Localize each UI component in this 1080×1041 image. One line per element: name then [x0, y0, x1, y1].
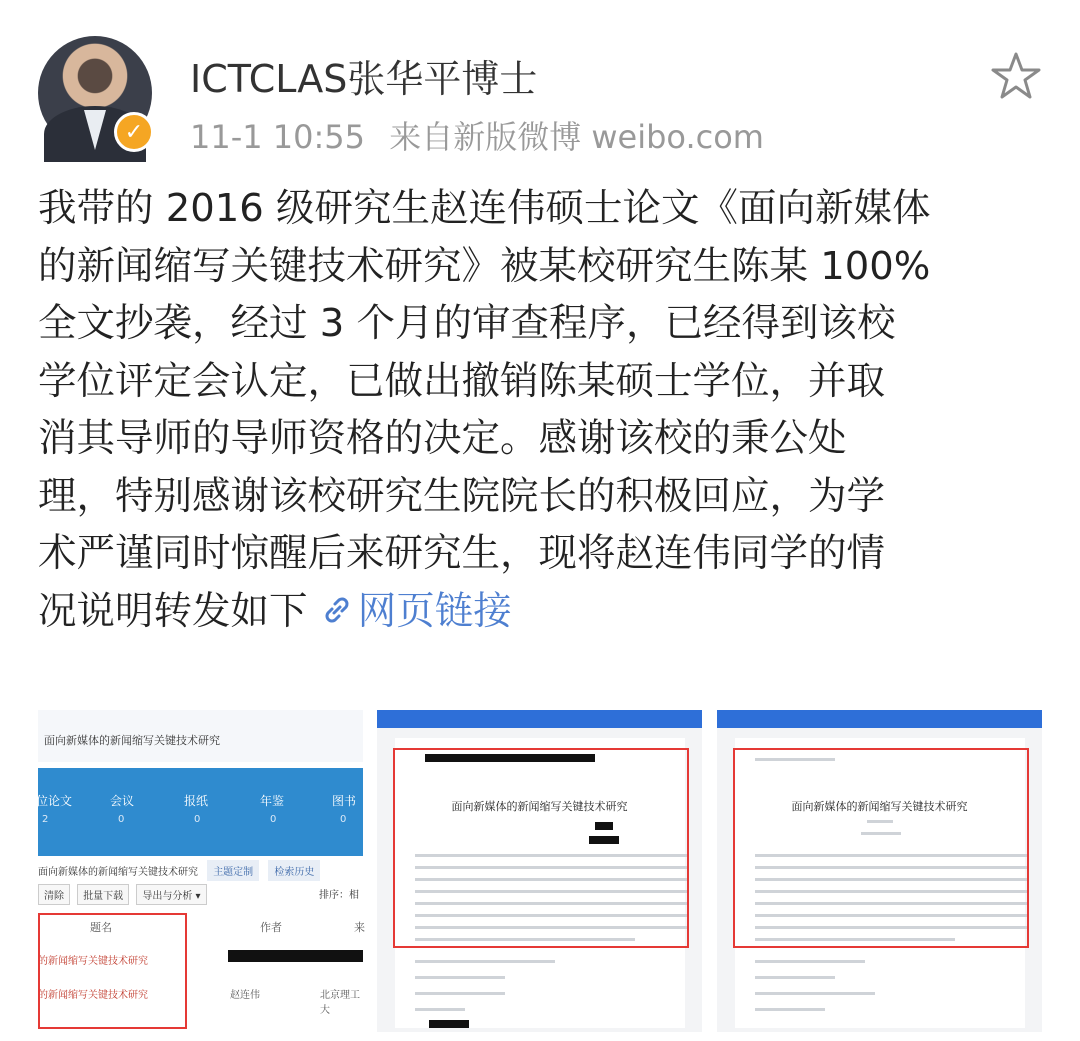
thumb1-batch-download: 批量下载: [77, 884, 129, 905]
thumb3-paper-title: 面向新媒体的新闻缩写关键技术研究: [791, 800, 968, 813]
thumb1-subscribe: 主题定制: [207, 860, 259, 881]
thumb2-redacted-affiliation: [589, 836, 619, 844]
thumb3-meta-line: [755, 960, 865, 963]
thumb3-abstract-line: [755, 878, 1027, 881]
thumb1-col-author: 作者: [260, 921, 282, 934]
thumb1-export: 导出与分析 ▾: [136, 884, 206, 905]
thumb2-redacted-footer: [429, 1020, 469, 1028]
thumb1-highlight-box: [38, 913, 187, 1029]
web-link-label: 网页链接: [357, 588, 512, 634]
thumb3-abstract-line: [755, 890, 1027, 893]
thumb3-author-line: [867, 820, 893, 823]
thumb1-window-title: 面向新媒体的新闻缩写关键技术研究: [38, 710, 363, 762]
thumb2-top-bar: [377, 710, 702, 728]
thumb1-sort: 排序：相: [319, 890, 359, 901]
thumb1-row-author: 赵连伟: [230, 990, 260, 1001]
thumb3-abstract-line: [755, 914, 1027, 917]
favorite-star-icon[interactable]: [988, 48, 1044, 104]
thumb3-meta-line: [755, 1008, 825, 1011]
thumb1-tab-count: 2: [42, 814, 49, 825]
thumb2-redacted-name: [595, 822, 613, 830]
post-line: 的新闻缩写关键技术研究》被某校研究生陈某 100%: [38, 243, 931, 289]
thumb1-tab: 图书: [332, 794, 357, 808]
post-meta: [190, 112, 764, 158]
thumb2-meta-line: [415, 992, 505, 995]
thumb2-meta-line: [415, 960, 555, 963]
thumb1-tab: 报纸: [184, 794, 209, 808]
thumb3-meta-line: [755, 976, 835, 979]
thumb1-redacted-author: [228, 950, 363, 962]
thumb2-meta-line: [415, 976, 505, 979]
thumb3-abstract-line: [755, 926, 1027, 929]
thumb1-toolbar: [38, 884, 363, 905]
thumb3-top-bar: [717, 710, 1042, 728]
thumb3-abstract-line: [755, 854, 1027, 857]
thumb2-abstract-line: [415, 854, 687, 857]
post-line: 消其导师的导师资格的决定。感谢该校的秉公处: [38, 416, 847, 461]
image-thumbnail-2[interactable]: [377, 710, 702, 1032]
post-last-line: [38, 583, 1048, 641]
thumb1-clear: 清除: [38, 884, 70, 905]
post-source: 来自新版微博 weibo.com: [389, 118, 764, 156]
thumb2-highlight-box: [393, 748, 689, 948]
thumb1-history: 检索历史: [268, 860, 320, 881]
thumb3-abstract-line: [755, 938, 955, 941]
thumb2-abstract-line: [415, 866, 687, 869]
post-line: 理，特别感谢该校研究生院院长的积极回应，为学: [38, 473, 886, 519]
thumb2-abstract-line: [415, 890, 687, 893]
thumb1-tab-count: 0: [194, 814, 201, 825]
username[interactable]: ICTCLAS张华平博士: [190, 57, 538, 101]
post-line: 学位评定会认定，已做出撤销陈某硕士学位，并取: [38, 358, 886, 404]
thumb2-abstract-line: [415, 926, 687, 929]
post-line: 况说明转发如下: [38, 588, 308, 634]
image-thumbnail-3[interactable]: [717, 710, 1042, 1032]
thumb1-tab-count: 0: [270, 814, 277, 825]
timestamp: 11-1 10:55: [190, 118, 366, 156]
web-link[interactable]: [320, 589, 512, 634]
post-body: [38, 180, 1048, 640]
thumb3-header-line: [755, 758, 835, 761]
thumb2-abstract-line: [415, 878, 687, 881]
thumb3-meta-line: [755, 992, 875, 995]
link-chain-icon: [320, 593, 354, 627]
thumb1-breadcrumb-row: [38, 860, 363, 881]
thumb1-breadcrumb: 面向新媒体的新闻缩写关键技术研究: [38, 867, 198, 878]
thumb1-row-source: 北京理工大: [320, 990, 360, 1016]
thumb1-tab: 位论文: [36, 794, 73, 808]
thumb1-row-title: 的新闻缩写关键技术研究: [38, 956, 148, 967]
thumb1-tab: 会议: [110, 794, 135, 808]
thumb3-abstract-line: [755, 902, 1027, 905]
thumb3-highlight-box: [733, 748, 1029, 948]
thumb2-meta-line: [415, 1008, 465, 1011]
thumb2-abstract-line: [415, 902, 687, 905]
thumb3-abstract-line: [755, 866, 1027, 869]
image-thumbnail-1[interactable]: [38, 710, 363, 1032]
thumb1-col-more: 来: [354, 921, 365, 934]
thumb1-row-title: 的新闻缩写关键技术研究: [38, 990, 148, 1001]
verified-badge-icon: ✓: [114, 112, 154, 152]
thumb2-paper-title: 面向新媒体的新闻缩写关键技术研究: [451, 800, 628, 813]
thumb1-tab-count: 0: [340, 814, 347, 825]
thumb3-affiliation-line: [861, 832, 901, 835]
thumb1-category-band: [38, 768, 363, 856]
thumb2-abstract-line: [415, 914, 687, 917]
post-line: 我带的 2016 级研究生赵连伟硕士论文《面向新媒体: [38, 186, 931, 231]
thumb1-col-title: 题名: [90, 921, 112, 934]
thumb2-abstract-line: [415, 938, 635, 941]
thumb1-tab: 年鉴: [260, 794, 285, 808]
thumb1-tab-count: 0: [118, 814, 125, 825]
post-line: 全文抄袭，经过 3 个月的审查程序，已经得到该校: [38, 301, 896, 346]
post-line: 术严谨同时惊醒后来研究生，现将赵连伟同学的情: [38, 531, 886, 576]
